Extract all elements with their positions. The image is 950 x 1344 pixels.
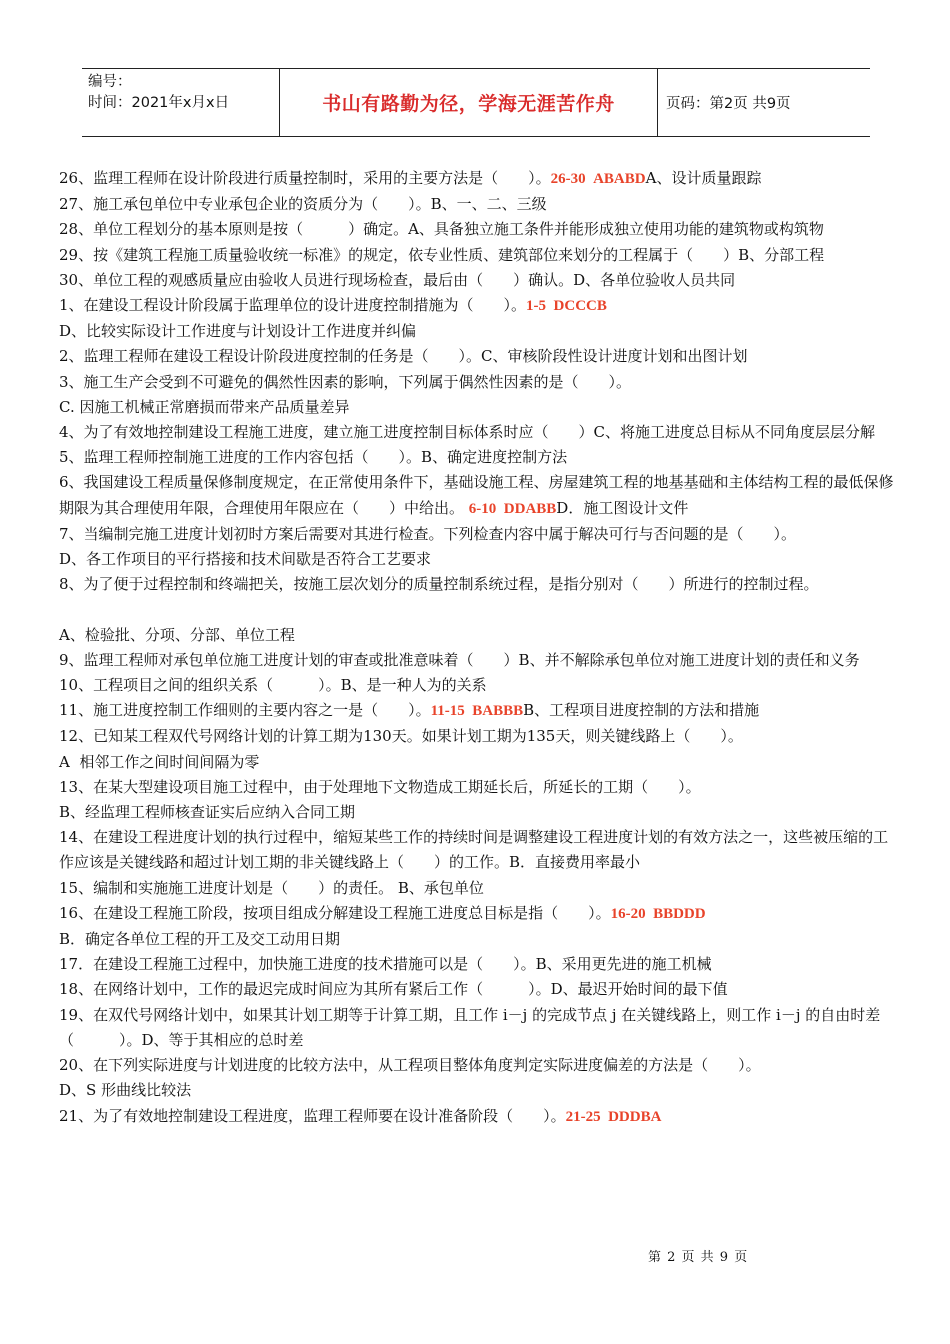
question-text: 21、为了有效地控制建设工程进度，监理工程师要在设计准备阶段（ ）。 — [59, 1106, 566, 1125]
question-line — [59, 166, 895, 192]
question-text: 19、在双代号网络计划中，如果其计划工期等于计算工期，且工作 i－j 的完成节点 j 在关键线路上，则工作 i－j 的自由时差（ ）。D、等于其相应的总时差 — [59, 1005, 881, 1049]
question-text: 27、施工承包单位中专业承包企业的资质分为（ ）。B、一、二、三级 — [59, 195, 547, 214]
question-text: 3、施工生产会受到不可避免的偶然性因素的影响，下列属于偶然性因素的是（ ）。 — [59, 372, 632, 391]
question-text: 2、监理工程师在建设工程设计阶段进度控制的任务是（ ）。C、审核阶段性设计进度计划和出图计划 — [59, 347, 748, 366]
question-line — [59, 217, 895, 242]
question-text: 5、监理工程师控制施工进度的工作内容包括（ ）。B、确定进度控制方法 — [59, 448, 568, 467]
question-text: 9、监理工程师对承包单位施工进度计划的审查或批准意味着（ ）B、并不解除承包单位对施工进度计划的责任和义务 — [59, 650, 860, 669]
question-line — [59, 420, 895, 445]
question-text: D、各工作项目的平行搭接和技术间歇是否符合工艺要求 — [59, 550, 432, 569]
question-text: 15、编制和实施施工进度计划是（ ）的责任。 B、承包单位 — [59, 878, 484, 897]
answer-text: A、设计质量跟踪 — [645, 169, 762, 187]
answer-key: 11-15 BABBB — [430, 703, 524, 720]
question-line — [59, 268, 895, 293]
blank-line — [59, 597, 895, 622]
question-text: 4、为了有效地控制建设工程施工进度，建立施工进度控制目标体系时应（ ）C、将施工进度总目标从不同角度层层分解 — [59, 423, 876, 442]
question-text: 10、工程项目之间的组织关系（ ）。B、是一种人为的关系 — [59, 676, 487, 695]
question-line — [59, 952, 895, 977]
question-text: 7、当编制完施工进度计划初时方案后需要对其进行检查。下列检查内容中属于解决可行与否问题的是（ ）。 — [59, 524, 797, 543]
question-line — [59, 724, 895, 749]
question-line — [59, 648, 895, 673]
question-text: 18、在网络计划中，工作的最迟完成时间应为其所有紧后工作（ ）。D、最迟开始时间的最下值 — [59, 980, 728, 999]
question-text: 30、单位工程的观感质量应由验收人员进行现场检查，最后由（ ）确认。D、各单位验收人员共同 — [59, 270, 736, 289]
question-text: C. 因施工机械正常磨损而带来产品质量差异 — [59, 397, 350, 416]
question-text: 16、在建设工程施工阶段，按项目组成分解建设工程施工进度总目标是指（ ）。 — [59, 903, 611, 922]
question-line — [59, 293, 895, 319]
answer-key: 16-20 BBDDD — [610, 905, 706, 922]
document-body — [59, 166, 895, 1130]
header-left-cell — [82, 69, 280, 136]
question-line — [59, 876, 895, 901]
question-text: 14、在建设工程进度计划的执行过程中，缩短某些工作的持续时间是调整建设工程进度计划的有效方法之一，这些被压缩的工作应该是关键线路和超过计划工期的非关键线路上（ ）的工作。B．直接费用率最小 — [59, 828, 889, 872]
question-text: D、S 形曲线比较法 — [59, 1081, 192, 1100]
question-line — [59, 445, 895, 470]
question-text: A、检验批、分项、分部、单位工程 — [59, 625, 295, 644]
question-line — [59, 1003, 895, 1053]
question-line — [59, 1053, 895, 1078]
question-line — [59, 243, 895, 268]
question-line — [59, 370, 895, 395]
question-line — [59, 344, 895, 369]
question-text: 13、在某大型建设项目施工过程中，由于处理地下文物造成工期延长后，所延长的工期（ ）。 — [59, 777, 701, 796]
question-line — [59, 750, 895, 775]
question-line — [59, 547, 895, 572]
question-line — [59, 673, 895, 698]
question-text: B、经监理工程师核查证实后应纳入合同工期 — [59, 803, 356, 822]
question-text: 1、在建设工程设计阶段属于监理单位的设计进度控制措施为（ ）。 — [59, 296, 527, 315]
question-text: 11、施工进度控制工作细则的主要内容之一是（ ）。 — [59, 701, 431, 720]
answer-text: B、工程项目进度控制的方法和措施 — [523, 701, 760, 720]
question-text: 12、已知某工程双代号网络计划的计算工期为130天。如果计划工期为135天，则关键线路上（ ）。 — [59, 727, 743, 746]
question-line — [59, 698, 895, 724]
question-text: 17．在建设工程施工过程中，加快施工进度的技术措施可以是（ ）。B、采用更先进的施工机械 — [59, 955, 712, 974]
question-line — [59, 1078, 895, 1103]
motto: 书山有路勤为径，学海无涯苦作舟 — [280, 69, 658, 136]
question-line — [59, 1104, 895, 1130]
page-header — [82, 68, 870, 137]
question-line — [59, 522, 895, 547]
question-line — [59, 800, 895, 825]
answer-key: 21-25 DDDBA — [565, 1108, 662, 1125]
question-line — [59, 775, 895, 800]
question-line — [59, 825, 895, 875]
question-line — [59, 623, 895, 648]
question-line — [59, 572, 895, 597]
question-line — [59, 470, 895, 521]
question-text: 29、按《建筑工程施工质量验收统一标准》的规定，依专业性质、建筑部位来划分的工程属于（ ）B、分部工程 — [59, 245, 825, 264]
question-line — [59, 395, 895, 420]
question-text: 8、为了便于过程控制和终端把关，按施工层次划分的质量控制系统过程，是指分别对（ ）所进行的控制过程。 — [59, 575, 819, 594]
question-text: A 相邻工作之间时间间隔为零 — [59, 752, 260, 771]
question-text: D、比较实际设计工作进度与计划设计工作进度并纠偏 — [59, 322, 417, 341]
question-line — [59, 192, 895, 217]
question-text: 20、在下列实际进度与计划进度的比较方法中，从工程项目整体角度判定实际进度偏差的方法是（ ）。 — [59, 1056, 761, 1075]
answer-text: D．施工图设计文件 — [556, 498, 689, 517]
question-text: 26、监理工程师在设计阶段进行质量控制时，采用的主要方法是（ ）。 — [59, 169, 551, 187]
question-text: 28、单位工程划分的基本原则是按（ ）确定。A、具备独立施工条件并能形成独立使用功能的建筑物或构筑物 — [59, 220, 824, 239]
answer-key: 1-5 DCCCB — [526, 298, 607, 315]
question-line — [59, 977, 895, 1002]
answer-key: 26-30 ABABD — [550, 171, 646, 187]
question-text: 6、我国建设工程质量保修制度规定，在正常使用条件下，基础设施工程、房屋建筑工程的地基基础和主体结构工程的最低保修期限为其合理使用年限，合理使用年限应在（ ）中给出。 — [59, 473, 894, 517]
question-text: B．确定各单位工程的开工及交工动用日期 — [59, 930, 341, 949]
number-label: 编号： — [88, 74, 132, 90]
answer-key: 6-10 DDABB — [468, 500, 557, 517]
page-indicator: 页码：第2页 共9页 — [666, 96, 791, 112]
page-footer: 第 2 页 共 9 页 — [648, 1250, 749, 1265]
question-line — [59, 319, 895, 344]
question-line — [59, 927, 895, 952]
date-label: 时间：2021年x月x日 — [88, 95, 230, 111]
question-line — [59, 901, 895, 927]
